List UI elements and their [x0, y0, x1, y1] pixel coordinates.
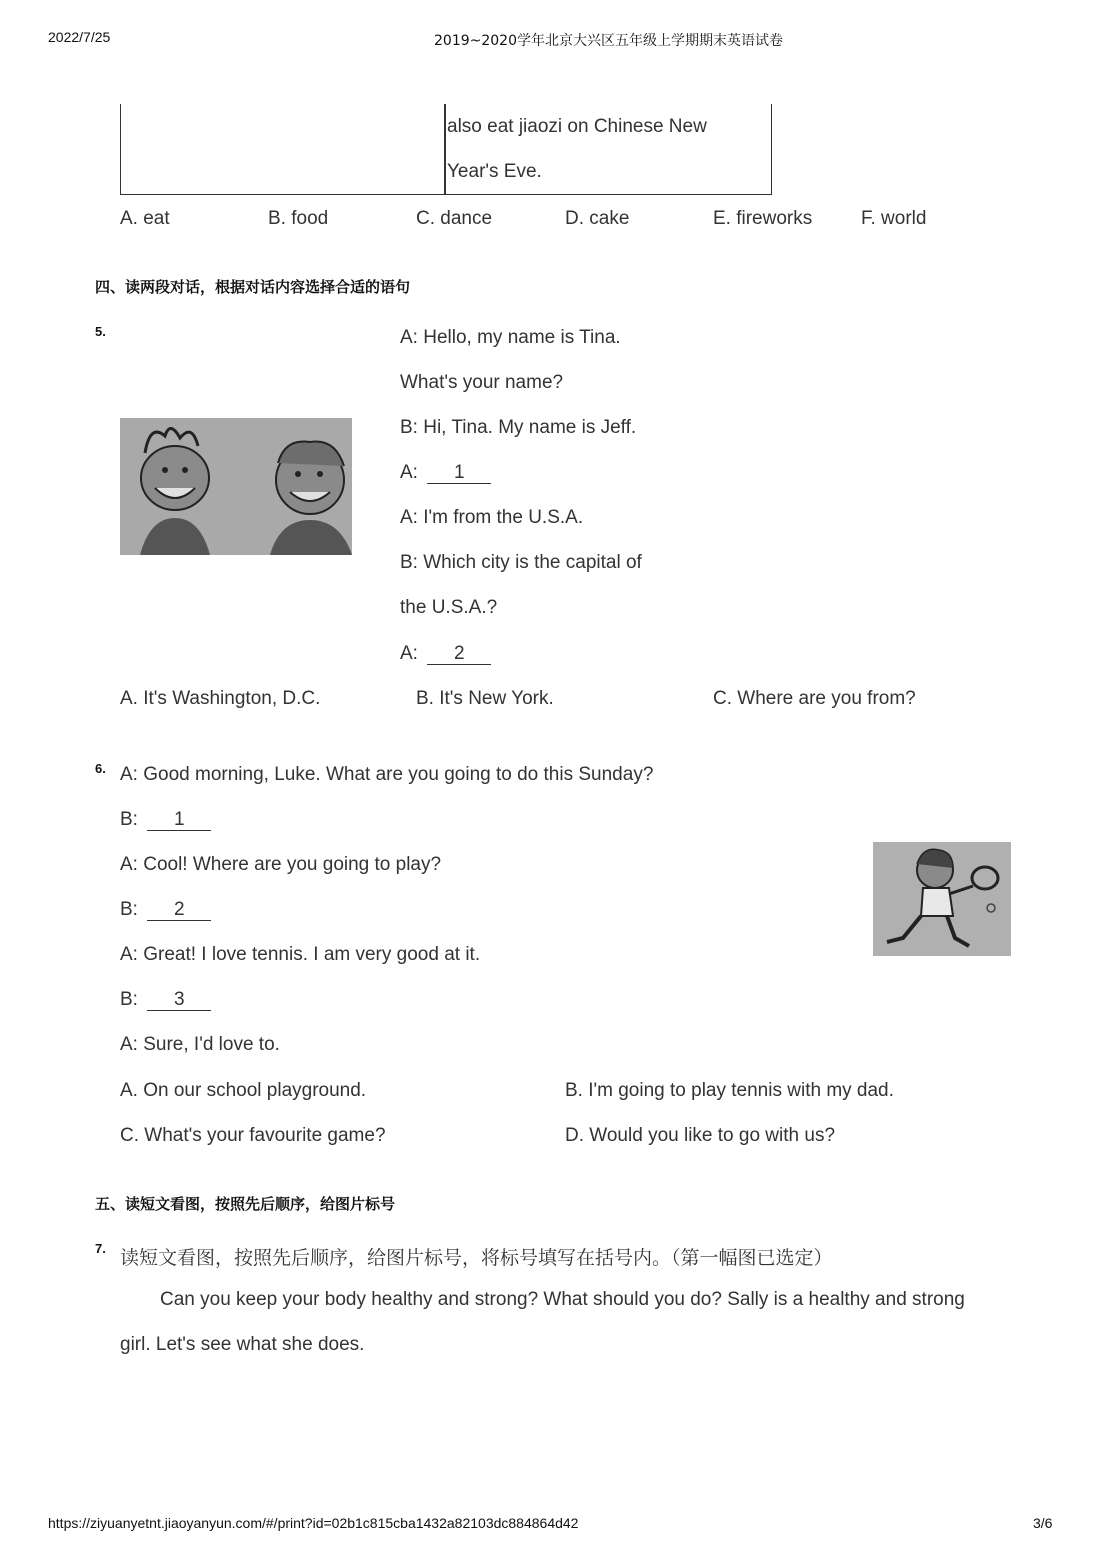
answer-blank[interactable]: 2: [427, 644, 491, 665]
dialogue-line: the U.S.A.?: [400, 597, 498, 618]
dialogue-line: B: Hi, Tina. My name is Jeff.: [400, 417, 637, 438]
question-number: 7.: [95, 1241, 106, 1256]
answer-blank[interactable]: 3: [147, 990, 211, 1011]
section-heading: 四、读两段对话，根据对话内容选择合适的语句: [95, 278, 411, 296]
paragraph-line: Can you keep your body healthy and strong? What should you do? Sally is a healthy and strong: [160, 1289, 965, 1310]
print-date: 2022/7/25: [48, 29, 111, 45]
kids-drawing: [120, 418, 352, 555]
dialogue-line: A: Hello, my name is Tina.: [400, 327, 621, 348]
answer-option: A. It's Washington, D.C.: [120, 688, 321, 709]
question-instruction: 读短文看图，按照先后顺序，给图片标号，将标号填写在括号内。（第一幅图已选定）: [120, 1247, 833, 1269]
page-number: 3/6: [1033, 1515, 1053, 1531]
section-heading: 五、读短文看图，按照先后顺序，给图片标号: [95, 1195, 396, 1213]
word-option: E. fireworks: [713, 208, 813, 229]
word-option: F. world: [861, 208, 927, 229]
word-option: C. dance: [416, 208, 493, 229]
dialogue-line: A: Great! I love tennis. I am very good at it.: [120, 944, 481, 965]
question-number: 6.: [95, 761, 106, 776]
answer-option: D. Would you like to go with us?: [565, 1125, 836, 1146]
speaker-label: B:: [120, 989, 144, 1010]
document-title: 2019~2020学年北京大兴区五年级上学期期末英语试卷: [434, 33, 783, 49]
speaker-label: A:: [400, 462, 424, 483]
footer-url[interactable]: https://ziyuanyetnt.jiaoyanyun.com/#/print?id=02b1c815cba1432a82103dc884864d42: [48, 1515, 579, 1531]
dialogue-line: A: I'm from the U.S.A.: [400, 507, 584, 528]
dialogue-line: B: Which city is the capital of: [400, 552, 642, 573]
tennis-boy-illustration: [873, 842, 1011, 956]
dialogue-line: A: Sure, I'd love to.: [120, 1034, 280, 1055]
answer-blank[interactable]: 1: [427, 463, 491, 484]
answer-option: B. I'm going to play tennis with my dad.: [565, 1080, 894, 1101]
paragraph-line: girl. Let's see what she does.: [120, 1334, 365, 1355]
answer-option: B. It's New York.: [416, 688, 554, 709]
dialogue-line: [120, 899, 211, 921]
table-cell-line: also eat jiaozi on Chinese New: [447, 116, 707, 137]
word-option: D. cake: [565, 208, 630, 229]
question-number: 5.: [95, 324, 106, 339]
table-cell-line: Year's Eve.: [447, 161, 542, 182]
dialogue-line: [120, 989, 211, 1011]
dialogue-line: [120, 809, 211, 831]
answer-option: A. On our school playground.: [120, 1080, 367, 1101]
tennis-boy-drawing: [873, 842, 1011, 956]
answer-blank[interactable]: 1: [147, 810, 211, 831]
dialogue-line: What's your name?: [400, 372, 564, 393]
word-option: B. food: [268, 208, 329, 229]
dialogue-line: [400, 643, 491, 665]
dialogue-line: [400, 462, 491, 484]
answer-option: C. Where are you from?: [713, 688, 916, 709]
speaker-label: A:: [400, 643, 424, 664]
dialogue-line: A: Good morning, Luke. What are you going to do this Sunday?: [120, 764, 654, 785]
answer-blank[interactable]: 2: [147, 900, 211, 921]
answer-option: C. What's your favourite game?: [120, 1125, 386, 1146]
word-option: A. eat: [120, 208, 170, 229]
table-left-cell: [120, 104, 446, 195]
speaker-label: B:: [120, 809, 144, 830]
speaker-label: B:: [120, 899, 144, 920]
table-right-cell: [444, 104, 772, 195]
dialogue-line: A: Cool! Where are you going to play?: [120, 854, 442, 875]
kids-illustration: [120, 418, 352, 555]
